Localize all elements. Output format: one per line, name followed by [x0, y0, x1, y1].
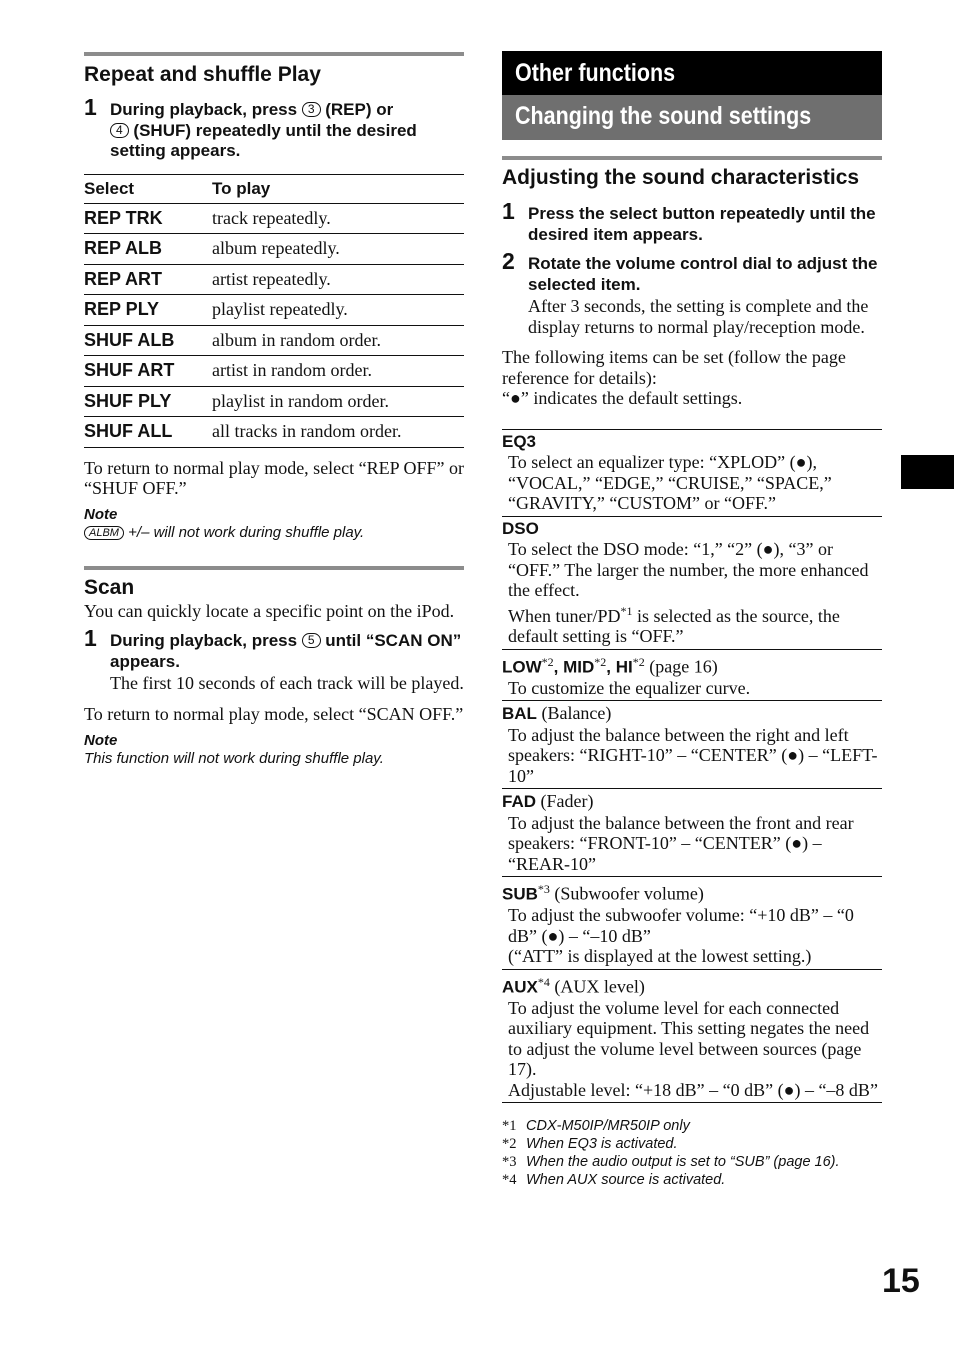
- step-number: 1: [502, 198, 515, 224]
- setting-name: [502, 652, 882, 678]
- table-header-to-play: To play: [212, 174, 464, 203]
- table-row: [84, 234, 464, 265]
- table-cell-select: SHUF ALB: [84, 325, 212, 356]
- setting-aux: [502, 969, 882, 1103]
- setting-fad: [502, 788, 882, 876]
- subchapter-title: Changing the sound settings: [515, 102, 812, 130]
- step-body: After 3 seconds, the setting is complete and the display returns to normal play/reception mode.: [528, 296, 869, 337]
- bal-label: BAL: [502, 704, 537, 724]
- footnotes: [502, 1117, 882, 1189]
- footnote: [502, 1171, 882, 1189]
- setting-paren: (Balance): [536, 703, 612, 724]
- setting-name: [502, 879, 882, 905]
- setting-sub: [502, 876, 882, 969]
- footnote-mark: *2: [632, 654, 645, 669]
- footnote: [502, 1135, 882, 1153]
- setting-desc: To select an equalizer type: “XPLOD” (●), “VOCAL,” “EDGE,” “CRUISE,” “SPACE,” “GRAVITY,” “CUSTOM” or “OFF.”: [508, 452, 832, 513]
- footnote-mark: *3: [537, 882, 550, 897]
- setting-desc: To select the DSO mode: “1,” “2” (●), “3” or “OFF.” The larger the number, the more enhanced the effect.: [508, 539, 869, 600]
- step-text-mid: (REP) or: [325, 100, 394, 119]
- setting-bal: [502, 700, 882, 788]
- setting-name: [502, 972, 882, 998]
- adjusting-heading: Adjusting the sound characteristics: [502, 166, 860, 189]
- setting-desc: To customize the equalizer curve.: [508, 677, 751, 698]
- note-text: [84, 524, 464, 542]
- scan-heading: Scan: [84, 575, 135, 599]
- table-header-row: [84, 174, 464, 203]
- setting-paren: (Subwoofer volume): [549, 883, 704, 904]
- repeat-shuffle-heading: Repeat and shuffle Play: [84, 63, 321, 86]
- footnote: [502, 1117, 882, 1135]
- setting-paren: (AUX level): [549, 976, 645, 997]
- section-rule: [84, 52, 464, 56]
- desc-text: is selected as the source, the default setting is “OFF.”: [508, 605, 840, 646]
- left-column: [84, 52, 464, 768]
- scan-intro: You can quickly locate a specific point on the iPod.: [84, 600, 455, 621]
- items-intro: The following items can be set (follow the page reference for details):: [502, 347, 846, 388]
- note-text: This function will not work during shuffle play.: [84, 750, 384, 767]
- step-number: 1: [84, 625, 97, 651]
- step-text-end: (SHUF) repeatedly until the desired setting appears.: [110, 120, 417, 160]
- mid-label: , MID: [553, 657, 595, 677]
- table-row: [84, 203, 464, 234]
- repeat-step-1: [84, 94, 464, 162]
- subchapter-banner: [502, 95, 882, 140]
- setting-name: DSO: [502, 518, 539, 538]
- table-cell-select: SHUF PLY: [84, 386, 212, 417]
- footnote-text: CDX-M50IP/MR50IP only: [526, 1118, 690, 1135]
- setting-name: [502, 791, 882, 813]
- low-label: LOW: [502, 657, 542, 677]
- table-cell-select: REP TRK: [84, 203, 212, 234]
- footnote-mark: *4: [537, 974, 550, 989]
- fad-label: FAD: [502, 792, 536, 812]
- adjust-step-2: [502, 248, 882, 337]
- table-header-select: Select: [84, 174, 212, 203]
- section-rule: [84, 566, 464, 570]
- step-text-pre: During playback, press: [110, 100, 298, 119]
- footnote-mark: *2: [502, 1136, 517, 1153]
- note-heading: Note: [84, 505, 118, 523]
- table-cell-to-play: artist repeatedly.: [212, 264, 464, 295]
- table-row: [84, 417, 464, 448]
- table-cell-to-play: album repeatedly.: [212, 234, 464, 265]
- desc-text: When tuner/PD: [508, 605, 621, 626]
- setting-paren: (Fader): [536, 791, 594, 812]
- step-text-pre: During playback, press: [110, 631, 298, 650]
- sub-label: SUB: [502, 884, 538, 904]
- step-number: 1: [84, 94, 97, 120]
- default-note: “●” indicates the default settings.: [502, 388, 743, 408]
- aux-label: AUX: [502, 977, 538, 997]
- setting-desc: To adjust the subwoofer volume: “+10 dB” – “0 dB” (●) – “–10 dB”: [508, 905, 854, 946]
- table-cell-to-play: playlist repeatedly.: [212, 295, 464, 326]
- albm-key-icon: ALBM: [84, 526, 124, 540]
- setting-name: EQ3: [502, 431, 537, 451]
- footnote-mark: *3: [502, 1154, 517, 1171]
- key-5-icon: 5: [302, 633, 321, 648]
- setting-name: [502, 703, 882, 725]
- hi-label: , HI: [606, 657, 633, 677]
- table-row: [84, 356, 464, 387]
- repeat-return-text: To return to normal play mode, select “REP OFF” or “SHUF OFF.”: [84, 457, 464, 498]
- step-text: Rotate the volume control dial to adjust the selected item.: [528, 254, 878, 294]
- note-body: +/– will not work during shuffle play.: [128, 523, 365, 541]
- footnote-text: When AUX source is activated.: [526, 1172, 726, 1189]
- setting-desc-extra: Adjustable level: “+18 dB” – “0 dB” (●) – “–8 dB”: [508, 1079, 878, 1100]
- table-cell-to-play: album in random order.: [212, 325, 464, 356]
- table-row: [84, 264, 464, 295]
- table-cell-to-play: playlist in random order.: [212, 386, 464, 417]
- footnote-text: When the audio output is set to “SUB” (page 16).: [526, 1154, 840, 1171]
- scan-step-1: [84, 625, 464, 694]
- note-heading: Note: [84, 732, 118, 749]
- key-3-icon: 3: [302, 102, 321, 117]
- adjust-step-1: [502, 198, 882, 245]
- page-ref: (page 16): [644, 656, 718, 677]
- setting-desc: To adjust the volume level for each connected auxiliary equipment. This setting negates the need to adjust the volume level between sources (page 17).: [508, 997, 870, 1080]
- setting-low-mid-hi: [502, 649, 882, 701]
- setting-desc: To adjust the balance between the right and left speakers: “RIGHT-10” – “CENTER” (●) – “LEFT-10”: [508, 724, 878, 786]
- page-number: 15: [882, 1262, 920, 1300]
- footnote-mark: *2: [541, 654, 554, 669]
- step-text: Press the select button repeatedly until the desired item appears.: [528, 204, 876, 244]
- table-row: [84, 295, 464, 326]
- right-column: [502, 51, 882, 1189]
- setting-desc-extra: (“ATT” is displayed at the lowest setting.): [508, 946, 812, 967]
- footnote-text: When EQ3 is activated.: [526, 1136, 678, 1153]
- footnote-mark: *2: [594, 654, 607, 669]
- chapter-banner: [502, 51, 882, 95]
- setting-desc: To adjust the balance between the front and rear speakers: “FRONT-10” – “CENTER” (●) – “REAR-10”: [508, 812, 854, 874]
- table-cell-select: REP PLY: [84, 295, 212, 326]
- footnote-mark: *1: [620, 603, 633, 618]
- table-row: [84, 325, 464, 356]
- chapter-edge-tab: [901, 455, 954, 489]
- table-cell-to-play: all tracks in random order.: [212, 417, 464, 448]
- step-text-post: until “SCAN ON” appears.: [110, 631, 462, 671]
- table-cell-select: REP ART: [84, 264, 212, 295]
- settings-list: [502, 429, 882, 1104]
- section-rule: [502, 156, 882, 160]
- scan-return-text: To return to normal play mode, select “SCAN OFF.”: [84, 703, 464, 724]
- table-cell-select: SHUF ART: [84, 356, 212, 387]
- chapter-title: Other functions: [515, 59, 676, 87]
- step-number: 2: [502, 248, 515, 274]
- footnote-mark: *4: [502, 1172, 517, 1189]
- table-row: [84, 386, 464, 417]
- key-4-icon: 4: [110, 123, 129, 138]
- table-cell-to-play: artist in random order.: [212, 356, 464, 387]
- repeat-mode-table: [84, 174, 464, 448]
- footnote: [502, 1153, 882, 1171]
- setting-eq3: [502, 429, 882, 516]
- table-cell-select: SHUF ALL: [84, 417, 212, 448]
- setting-desc-extra: [502, 601, 882, 647]
- table-cell-to-play: track repeatedly.: [212, 203, 464, 234]
- step-body: The first 10 seconds of each track will be played.: [110, 673, 464, 693]
- table-cell-select: REP ALB: [84, 234, 212, 265]
- setting-dso: [502, 516, 882, 649]
- footnote-mark: *1: [502, 1118, 517, 1135]
